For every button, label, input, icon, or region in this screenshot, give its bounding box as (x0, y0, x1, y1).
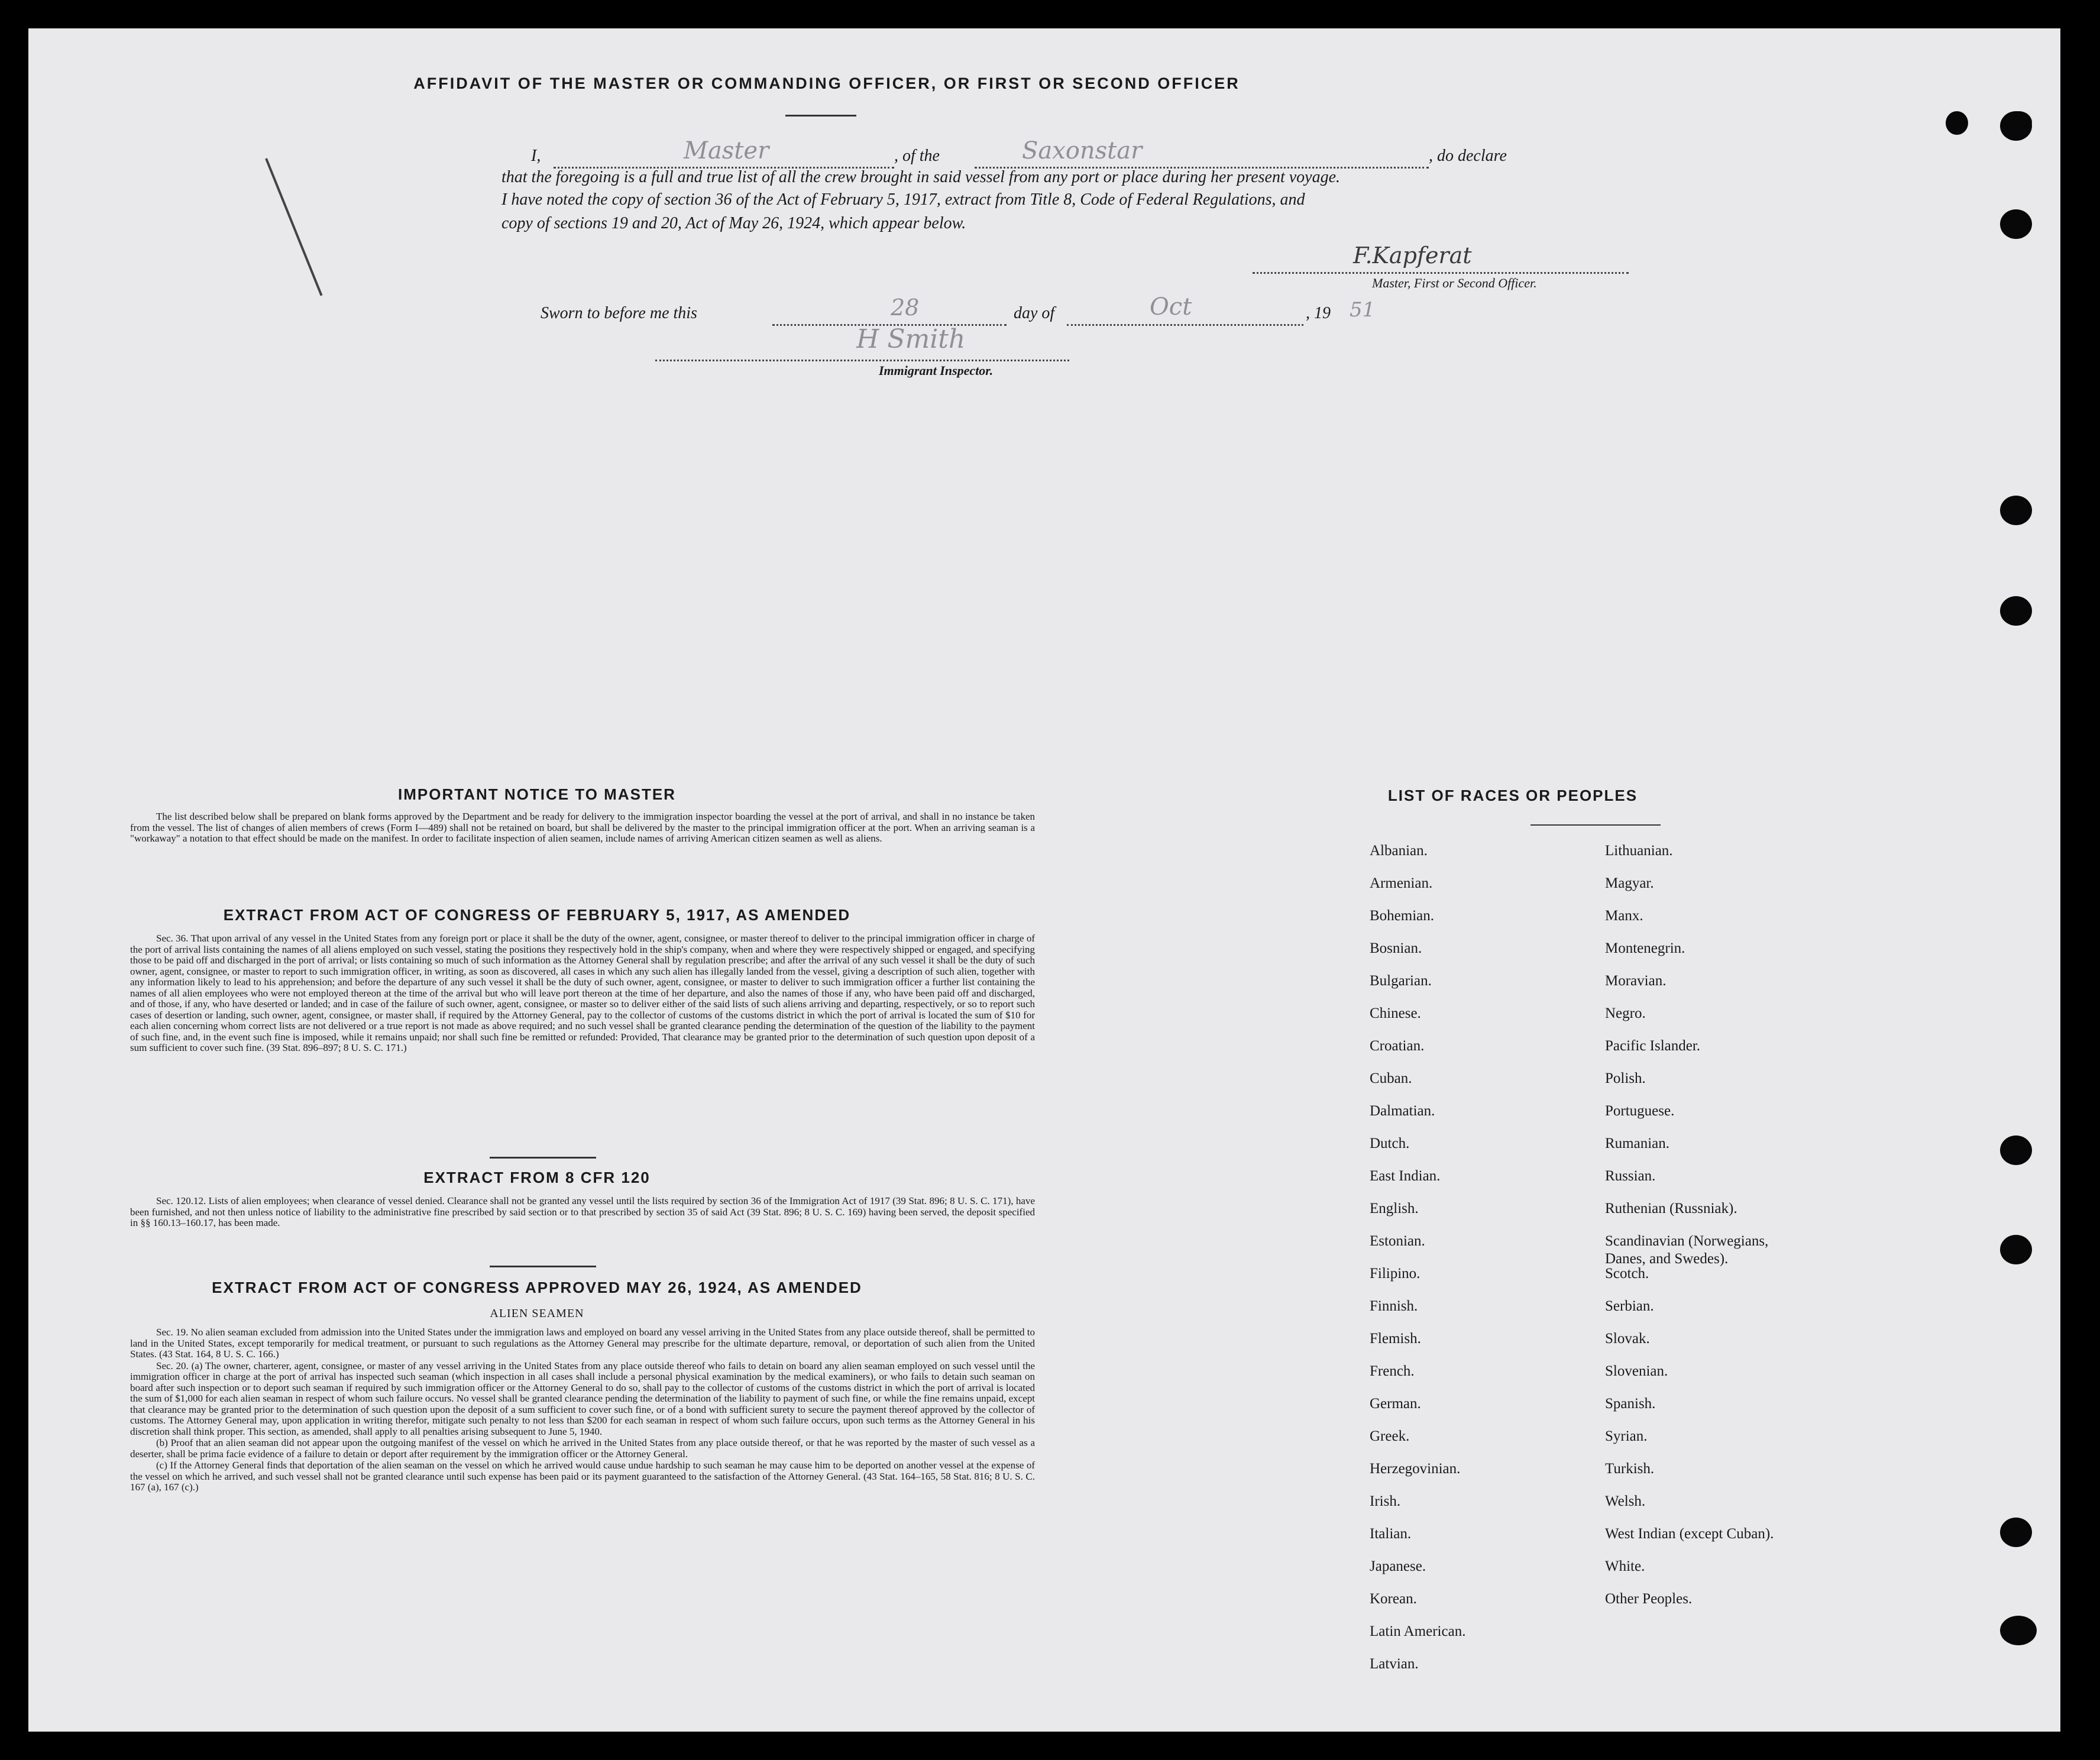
race-item: Manx. (1605, 908, 1643, 924)
race-item: Magyar. (1605, 875, 1654, 891)
race-item: Rumanian. (1605, 1135, 1670, 1151)
race-item: West Indian (except Cuban). (1605, 1526, 1774, 1542)
month-handwritten: Oct (1150, 293, 1192, 321)
cfr-title: EXTRACT FROM 8 CFR 120 (423, 1169, 651, 1186)
race-item: Greek. (1370, 1428, 1410, 1444)
race-item: Estonian. (1370, 1233, 1425, 1249)
punch-hole (1946, 111, 1968, 135)
month-field (1067, 293, 1303, 326)
vessel-name-handwritten: Saxonstar (1022, 137, 1143, 164)
year-handwritten: 51 (1350, 298, 1376, 322)
title-rule (785, 115, 856, 117)
race-item: Lithuanian. (1605, 843, 1673, 859)
race-item: Moravian. (1605, 973, 1667, 989)
divider-rule (490, 1157, 596, 1159)
extract-1917-title: EXTRACT FROM ACT OF CONGRESS OF FEBRUARY 5, 1917, AS AMENDED (223, 906, 851, 924)
race-item: Dalmatian. (1370, 1103, 1435, 1119)
race-item: Croatian. (1370, 1038, 1425, 1054)
race-item: Spanish. (1605, 1396, 1656, 1412)
section-36-paragraph: Sec. 36. That upon arrival of any vessel in the United States from any foreign port or place it shall be the duty of the owner, agent, consignee, or master thereof to deliver to the principal immigration officer in charge of the port of arrival lists containing the names of all aliens employed on such vessel, stating the positions they respectively hold in the ship's company, when and where they were respectively shipped or engaged, and specifying those to be paid off and discharged in the port of arrival; or lists containing so much of such information as the Attorney General shall by regulation prescribe; and after the arrival of any such vessel it shall be the duty of such owner, agent, consignee, or master to report to such immigration officer, in writing, as soon as discovered, all cases in which any such alien has illegally landed from the vessel, giving a description of such alien, together with any information likely to lead to his apprehension; and before the departure of any such vessel it shall be the duty of such owner, agent, consignee, or master to deliver to such immigration officer a further list containing the names of all alien employees who were not employed thereon at the time of the arrival but who will leave port thereon at the time of her departure, and also the names of those if any, who have been paid off and discharged, and of those, if any, who have deserted or landed; and in case of the failure of such owner, agent, consignee, or master so to deliver either of the said lists of such aliens arriving and departing, respectively, or so to report such cases of desertion or landing, such owner, agent, consignee, or master shall, if required by the Attorney General, pay to the collector of customs of the customs district in which the port of arrival is located the sum of $10 for each alien concerning whom correct lists are not delivered or a true report is not made as above required; and no such vessel shall be granted clearance pending the determination of the question of the liability to the payment of such fine, and, in the event such fine is imposed, while it remains unpaid; nor shall such fine be remitted or refunded: Provided, That clearance may be granted prior to the determination of such question upon deposit of a sum sufficient to cover such fine. (39 Stat. 896–897; 8 U. S. C. 171.) (130, 933, 1035, 1053)
punch-hole (2000, 1616, 2037, 1645)
alien-seamen-subtitle: ALIEN SEAMEN (490, 1307, 584, 1320)
declaration-line-3: I have noted the copy of section 36 of the Act of February 5, 1917, extract from Title 8, Code of Federal Regulations, and (501, 190, 1305, 209)
race-item: Herzegovinian. (1370, 1461, 1461, 1477)
race-item: Polish. (1605, 1070, 1646, 1086)
punch-hole (2000, 1135, 2032, 1165)
races-title: LIST OF RACES OR PEOPLES (1387, 787, 1638, 804)
section-120-12-paragraph: Sec. 120.12. Lists of alien employees; when clearance of vessel denied. Clearance shall not be granted any vessel until the lists required by section 36 of the Immigration Act of 1917 (39 Stat. 896; 8 U. S. C. 171), have been furnished, and not then unless notice of liability to the administrative fine prescribed by said section or to that prescribed by section 35 of said Act (39 Stat. 896; 8 U. S. C. 169) having been served, the deposit specified in §§ 160.13–160.17, has been made. (130, 1195, 1035, 1228)
race-item: White. (1605, 1558, 1645, 1574)
inspector-signature: H Smith (856, 324, 966, 354)
affiant-name-handwritten: Master (684, 137, 769, 164)
race-item: English. (1370, 1201, 1419, 1217)
race-item: Scotch. (1605, 1266, 1649, 1282)
race-item: Flemish. (1370, 1331, 1421, 1347)
punch-hole (2000, 1235, 2032, 1264)
race-item: Negro. (1605, 1005, 1646, 1021)
affiant-name-field (554, 137, 894, 169)
section-19-paragraph: Sec. 19. No alien seaman excluded from admission into the United States under the immigration laws and employed on board any vessel arriving in the United States from any place outside thereof, shall be permitted to land in the United States, except temporarily for medical treatment, or pursuant to such regulations as the Attorney General may prescribe for the ultimate departure, removal, or deportation of such alien from the United States. (43 Stat. 164, 8 U. S. C. 166.) (130, 1327, 1035, 1360)
race-item: Chinese. (1370, 1005, 1421, 1021)
declaration-line-4: copy of sections 19 and 20, Act of May 26, 1924, which appear below. (501, 214, 966, 232)
inspector-caption: Immigrant Inspector. (879, 363, 994, 378)
do-declare-label: , do declare (1429, 147, 1507, 165)
race-item: Russian. (1605, 1168, 1656, 1184)
race-item: Dutch. (1370, 1135, 1410, 1151)
race-item: Italian. (1370, 1526, 1412, 1542)
notice-title: IMPORTANT NOTICE TO MASTER (398, 785, 676, 803)
punch-hole (2000, 496, 2032, 525)
race-item: Cuban. (1370, 1070, 1412, 1086)
race-item: Ruthenian (Russniak). (1605, 1201, 1737, 1217)
day-handwritten: 28 (891, 295, 920, 321)
race-item: Scandinavian (Norwegians, Danes, and Swedes). (1605, 1233, 1769, 1267)
section-20c-paragraph: (c) If the Attorney General finds that deportation of the alien seaman on the vessel on which he arrived would cause undue hardship to such seaman he may cause him to be deported on another vessel at the expense of the vessel on which he arrived, and such vessel shall not be granted clearance until such expense has been paid or its payment guaranteed to the satisfaction of the Attorney General. (43 Stat. 164–165, 58 Stat. 816; 8 U. S. C. 167 (a), 167 (c).) (130, 1460, 1035, 1493)
race-item: Latin American. (1370, 1623, 1466, 1639)
of-the-label: , of the (894, 147, 940, 165)
sworn-label: Sworn to before me this (541, 304, 697, 322)
race-item: German. (1370, 1396, 1421, 1412)
race-item: East Indian. (1370, 1168, 1441, 1184)
section-20b-paragraph: (b) Proof that an alien seaman did not appear upon the outgoing manifest of the vessel on which he arrived in the United States from any place outside thereof, or that he was reported by the master of such vessel as a deserter, shall be prima facie evidence of a failure to detain or deport after requirement by the immigration officer or the Attorney General. (130, 1437, 1035, 1460)
affidavit-title: AFFIDAVIT OF THE MASTER OR COMMANDING OFFICER, OR FIRST OR SECOND OFFICER (413, 75, 1240, 92)
race-item: Latvian. (1370, 1656, 1419, 1672)
punch-hole (2000, 209, 2032, 239)
race-item: French. (1370, 1363, 1415, 1379)
extract-1924-text (130, 1327, 1035, 1494)
margin-mark (265, 158, 322, 296)
race-item: Slovenian. (1605, 1363, 1668, 1379)
master-signature: F.Kapferat (1353, 242, 1472, 268)
race-item: Syrian. (1605, 1428, 1648, 1444)
race-item: Irish. (1370, 1493, 1401, 1509)
race-item: Slovak. (1605, 1331, 1650, 1347)
race-item: Other Peoples. (1605, 1591, 1693, 1607)
divider-rule (490, 1266, 596, 1267)
race-item: Filipino. (1370, 1266, 1421, 1282)
notice-paragraph: The list described below shall be prepared on blank forms approved by the Department and be ready for delivery to the immigration inspector boarding the vessel at the port of arrival, and shall in no instance be taken from the vessel. The list of changes of alien members of crews (Form I—489) shall not be retained on board, but shall be delivered by the master to the principal immigration officer at the port. When an arriving seaman is a "workaway" a notation to that effect should be made on the manifest. In order to facilitate inspection of alien seamen, include names of arriving American citizen seamen as well as aliens. (130, 811, 1035, 844)
year-prefix: , 19 (1306, 304, 1331, 322)
race-item: Japanese. (1370, 1558, 1426, 1574)
signature-caption: Master, First or Second Officer. (1372, 276, 1537, 290)
race-item: Turkish. (1605, 1461, 1655, 1477)
punch-hole (2000, 111, 2032, 141)
race-item: Albanian. (1370, 843, 1428, 859)
punch-hole (2000, 596, 2032, 626)
race-item: Armenian. (1370, 875, 1433, 891)
punch-hole (2000, 1518, 2032, 1547)
races-title-rule (1530, 824, 1661, 826)
section-20a-paragraph: Sec. 20. (a) The owner, charterer, agent, consignee, or master of any vessel arriving in the United States from any place outside thereof who fails to detain on board any alien seaman employed on such vessel until the immigration officer in charge at the port of arrival has inspected such seaman (which inspection in all cases shall include a personal physical examination by the medical examiners), or who fails to detain such seaman on board after such inspection or to deport such seaman if required by such immigration officer or the Attorney General to do so, shall pay to the collector of customs of the customs district in which the port of arrival is located the sum of $1,000 for each alien seaman in respect of whom such failure occurs. No vessel shall be granted clearance pending the determination of the liability to payment of such fine, or while the fine remains unpaid, except that clearance may be granted prior to the determination of such question upon the deposit of a sum sufficient to cover such fine, or of a bond with sufficient surety to secure the payment thereof approved by the collector of customs. The Attorney General may, upon application in writing therefor, mitigate such penalty to not less than $200 for each seaman in respect of whom such failure occurs, upon such terms as the Attorney General in his discretion shall think proper. This section, as amended, shall apply to all penalties arising subsequent to June 5, 1940. (130, 1360, 1035, 1437)
races-column-1 (1370, 842, 1583, 1688)
extract-1924-title: EXTRACT FROM ACT OF CONGRESS APPROVED MAY 26, 1924, AS AMENDED (212, 1279, 862, 1296)
race-item: Pacific Islander. (1605, 1038, 1701, 1054)
race-item: Bosnian. (1370, 940, 1422, 956)
race-item: Portuguese. (1605, 1103, 1675, 1119)
race-item: Welsh. (1605, 1493, 1646, 1509)
vessel-name-field (975, 137, 1429, 169)
race-item: Serbian. (1605, 1298, 1654, 1314)
document-page (28, 28, 2060, 1732)
sworn-line (541, 293, 1428, 334)
day-field (772, 295, 1007, 326)
races-column-2 (1605, 842, 1913, 1623)
day-of-label: day of (1014, 304, 1055, 322)
race-item: Montenegrin. (1605, 940, 1685, 956)
race-item: Korean. (1370, 1591, 1417, 1607)
race-item: Bulgarian. (1370, 973, 1432, 989)
cfr-text (130, 1196, 1035, 1230)
affiant-i: I, (531, 147, 541, 165)
race-item: Finnish. (1370, 1298, 1418, 1314)
extract-1917-text (130, 933, 1035, 1054)
race-item: Bohemian. (1370, 908, 1435, 924)
notice-text (130, 811, 1035, 845)
declaration-line-2: that the foregoing is a full and true list of all the crew brought in said vessel from any port or place during her present voyage. (501, 168, 1341, 186)
